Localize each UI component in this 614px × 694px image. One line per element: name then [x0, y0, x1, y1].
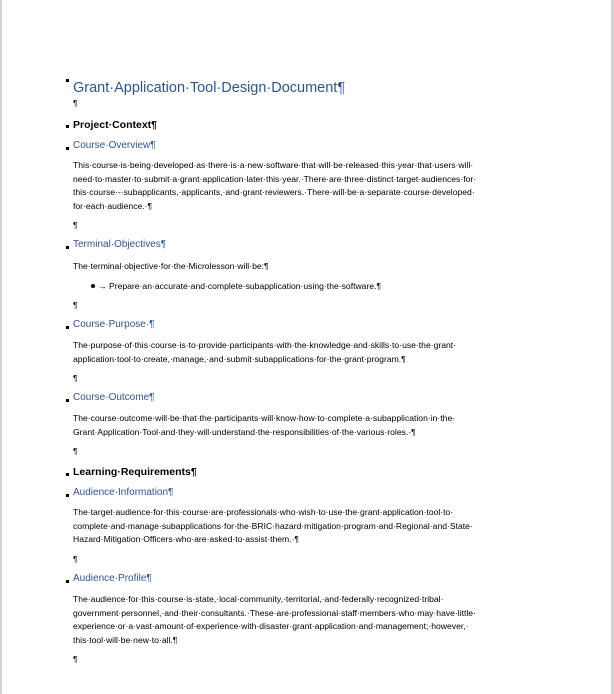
terminal-objective-intro: The·terminal·objective·for·the·Microlesson·will·be:¶: [73, 261, 269, 271]
course-outcome-paragraph: [73, 412, 543, 439]
heading-course-outcome: Course·Outcome¶: [73, 392, 155, 403]
text-line: experience·or·a·vast·amount·of·experience·with·disaster·grant·application·and·management;·however,·: [73, 621, 469, 631]
text-line: need·to·master·to·submit·a·grant·application·later·this·year.·There·are·three·distinct·target·audiences·for·: [73, 173, 477, 184]
paragraph-mark: [66, 147, 69, 150]
bullet-list-item: [91, 281, 381, 291]
paragraph-mark: [66, 79, 69, 82]
paragraph-mark: [66, 580, 69, 583]
text-line: Grant·Application·Tool·and·they·will·understand·the·responsibilities·of·the·various·roles.·¶: [73, 426, 416, 437]
text-line: government·personnel,·and·their·consultants.·These·are·professional·staff·members·who·may·have·little·: [73, 607, 476, 618]
paragraph-mark: [66, 473, 69, 476]
course-purpose-paragraph: [73, 339, 543, 366]
paragraph-mark: [66, 399, 69, 402]
heading-terminal-objectives: Terminal·Objectives¶: [73, 239, 167, 250]
text-line: This·course·is·being·developed·as·there·is·a·new·software·that·will·be·released·this·year·that·users·will·: [73, 160, 474, 170]
text-line: The·purpose·of·this·course·is·to·provide·participants·with·the·knowledge·and·skills·to·use·the·grant·: [73, 340, 457, 350]
paragraph-mark: [66, 125, 69, 128]
heading-course-overview: Course·Overview¶: [73, 140, 156, 151]
text-line: The·target·audience·for·this·course·are·professionals·who·wish·to·use·the·grant·application·tool·to·: [73, 507, 454, 517]
paragraph-mark: [66, 326, 69, 329]
text-line: application·tool·to·create,·manage,·and·submit·subapplications·for·the·grant·program.¶: [73, 353, 406, 364]
course-overview-paragraph: [73, 159, 543, 213]
text-line: Hazard·Mitigation·Officers·who·are·asked·to·assist·them.·¶: [73, 534, 300, 544]
document-title: Grant·Application·Tool·Design·Document¶: [73, 80, 346, 96]
text-line: this·tool·will·be·new·to·all.¶: [73, 634, 178, 645]
heading-project-context: Project·Context¶: [73, 119, 158, 131]
paragraph-mark: [66, 494, 69, 497]
heading-audience-information: Audience·Information¶: [73, 487, 174, 498]
heading-course-purpose: Course·Purpose·¶: [73, 319, 155, 330]
empty-paragraph: ¶: [73, 373, 78, 383]
text-line: this·course·-·subapplicants,·applicants,·and·grant·reviewers.·There·will·be·a·separate·course·developed·: [73, 187, 475, 197]
empty-paragraph: ¶: [73, 220, 78, 230]
audience-information-paragraph: [73, 506, 543, 547]
bullet-text: → Prepare·an·accurate·and·complete·subapplication·using·the·software.¶: [98, 281, 382, 291]
text-line: The·audience·for·this·course·is·state,·local·community,·territorial,·and·federally·recognized·tribal·: [73, 594, 444, 604]
paragraph-mark: [66, 246, 69, 249]
empty-paragraph: ¶: [73, 654, 78, 664]
heading-learning-requirements: Learning·Requirements¶: [73, 466, 197, 478]
empty-paragraph: ¶: [73, 98, 78, 108]
bullet-icon: [91, 284, 95, 288]
empty-paragraph: ¶: [73, 446, 78, 456]
empty-paragraph: ¶: [73, 300, 78, 310]
audience-profile-paragraph: [73, 593, 543, 647]
text-line: The·course·outcome·will·be·that·the·participants·will·know·how·to·complete·a·subapplication·in·the·: [73, 413, 456, 423]
heading-audience-profile: Audience·Profile¶: [73, 573, 152, 584]
text-line: complete·and·manage·subapplications·for·the·BRIC·hazard·mitigation·program·and·Regional·and·State·: [73, 520, 473, 531]
empty-paragraph: ¶: [73, 554, 78, 564]
text-line: for·each·audience.·¶: [73, 200, 153, 211]
